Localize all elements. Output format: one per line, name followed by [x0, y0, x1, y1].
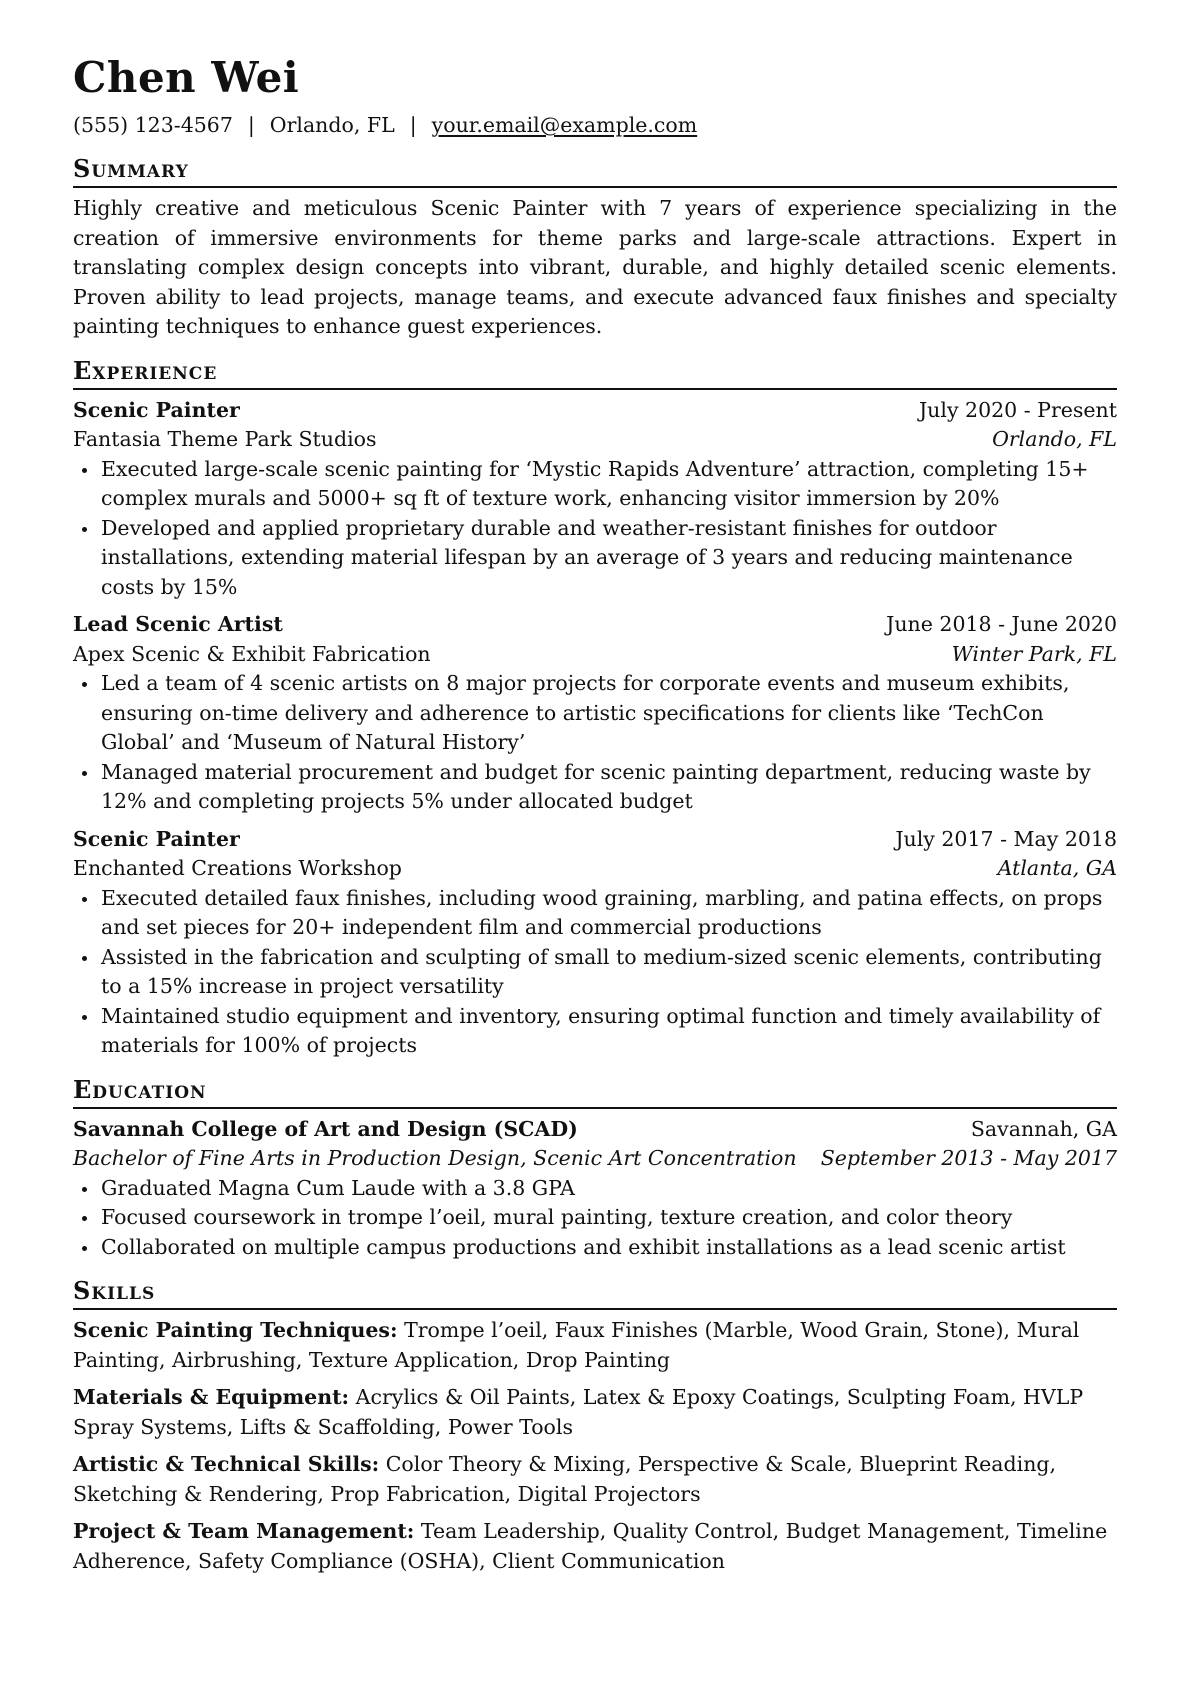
job-dates: July 2017 - May 2018 — [895, 826, 1117, 851]
skill-list: Trompe l’oeil, Faux Finishes (Marble, Wood Grain, Stone), Mural Painting, Airbrushing, Texture Application, Drop Painting — [73, 1318, 1080, 1372]
job-location: Orlando, FL — [992, 427, 1117, 451]
skill-list: Color Theory & Mixing, Perspective & Scale, Blueprint Reading, Sketching & Rendering, Prop Fabrication, Digital Projectors — [73, 1452, 1057, 1506]
skills-section — [73, 1276, 1117, 1576]
job-company: Apex Scenic & Exhibit Fabrication — [73, 641, 431, 666]
degree: Bachelor of Fine Arts in Production Design, Scenic Art Concentration — [73, 1146, 797, 1170]
job-company: Fantasia Theme Park Studios — [73, 427, 377, 451]
phone-number: (555) 123-4567 — [73, 113, 233, 137]
section-title-education: Education — [73, 1075, 1117, 1109]
bullet-item: • Maintained studio equipment and inventory, ensuring optimal function and timely availability of materials for 100% of projects — [99, 1002, 1117, 1061]
job-entry — [73, 825, 1117, 1061]
summary-section — [73, 154, 1117, 342]
bullet-item: • Executed large-scale scenic painting for ‘Mystic Rapids Adventure’ attraction, completing 15+ complex murals and 5000+ sq ft of texture work, enhancing visitor immersion by 20% — [99, 455, 1117, 514]
job-dates: June 2018 - June 2020 — [886, 612, 1117, 636]
job-role: Scenic Painter — [73, 826, 240, 851]
section-title-experience: Experience — [73, 356, 1117, 390]
skill-label: Materials & Equipment: — [73, 1385, 350, 1409]
skill-group — [73, 1450, 1117, 1509]
skill-list: Acrylics & Oil Paints, Latex & Epoxy Coatings, Sculpting Foam, HVLP Spray Systems, Lifts & Scaffolding, Power Tools — [73, 1385, 1084, 1439]
school-location: Savannah, GA — [970, 1116, 1117, 1141]
job-role: Lead Scenic Artist — [73, 612, 283, 636]
job-role: Scenic Painter — [73, 397, 240, 422]
location: Orlando, FL — [269, 113, 395, 137]
email-link[interactable]: your.email@example.com — [431, 113, 698, 137]
job-bullets — [73, 455, 1117, 603]
job-bullets — [73, 884, 1117, 1061]
bullet-item: • Executed detailed faux finishes, including wood graining, marbling, and patina effects, on props and set pieces for 20+ independent film and commercial productions — [99, 884, 1117, 943]
skill-group — [73, 1316, 1117, 1375]
bullet-item: • Assisted in the fabrication and sculpting of small to medium-sized scenic elements, contributing to a 15% increase in project versatility — [99, 943, 1117, 1002]
education-dates: September 2013 - May 2017 — [820, 1146, 1117, 1170]
job-bullets — [73, 669, 1117, 817]
section-title-summary: Summary — [73, 154, 1117, 188]
section-title-skills: Skills — [73, 1276, 1117, 1310]
summary-text: Highly creative and meticulous Scenic Painter with 7 years of experience specializing in the creation of immersive environments for theme parks and large-scale attractions. Expert in translating complex design concepts into vibrant, durable, and highly detailed scenic elements. Proven ability to lead projects, manage teams, and execute advanced faux finishes and specialty painting techniques to enhance guest experiences. — [73, 196, 1117, 338]
bullet-item: • Developed and applied proprietary durable and weather-resistant finishes for outdoor installations, extending material lifespan by an average of 3 years and reducing maintenance costs by 15% — [99, 514, 1117, 603]
education-section — [73, 1075, 1117, 1263]
job-company: Enchanted Creations Workshop — [73, 856, 402, 880]
skill-label: Project & Team Management: — [73, 1519, 415, 1543]
contact-separator: | — [247, 113, 255, 137]
skill-list: Team Leadership, Quality Control, Budget Management, Timeline Adherence, Safety Compliance (OSHA), Client Communication — [73, 1519, 1108, 1573]
skill-label: Artistic & Technical Skills: — [73, 1452, 380, 1476]
skill-group — [73, 1517, 1117, 1576]
school-name: Savannah College of Art and Design (SCAD) — [73, 1116, 578, 1141]
job-location: Winter Park, FL — [951, 641, 1117, 666]
bullet-item: • Led a team of 4 scenic artists on 8 major projects for corporate events and museum exhibits, ensuring on-time delivery and adherence to artistic specifications for clients like ‘TechCon Global’ and ‘Museum of Natural History’ — [99, 669, 1117, 758]
contact-separator: | — [409, 113, 417, 137]
education-bullets — [73, 1174, 1117, 1263]
job-entry — [73, 610, 1117, 817]
bullet-item: • Graduated Magna Cum Laude with a 3.8 GPA — [99, 1174, 1117, 1204]
skill-label: Scenic Painting Techniques: — [73, 1318, 398, 1342]
experience-section — [73, 356, 1117, 1061]
skill-group — [73, 1383, 1117, 1442]
bullet-item: • Focused coursework in trompe l’oeil, mural painting, texture creation, and color theory — [99, 1203, 1117, 1233]
bullet-item: • Managed material procurement and budget for scenic painting department, reducing waste by 12% and completing projects 5% under allocated budget — [99, 758, 1117, 817]
candidate-name: Chen Wei — [73, 53, 300, 102]
bullet-item: • Collaborated on multiple campus productions and exhibit installations as a lead scenic artist — [99, 1233, 1117, 1263]
job-dates: July 2020 - Present — [918, 397, 1117, 422]
contact-line — [73, 110, 1117, 140]
job-location: Atlanta, GA — [997, 856, 1117, 880]
job-entry — [73, 396, 1117, 603]
